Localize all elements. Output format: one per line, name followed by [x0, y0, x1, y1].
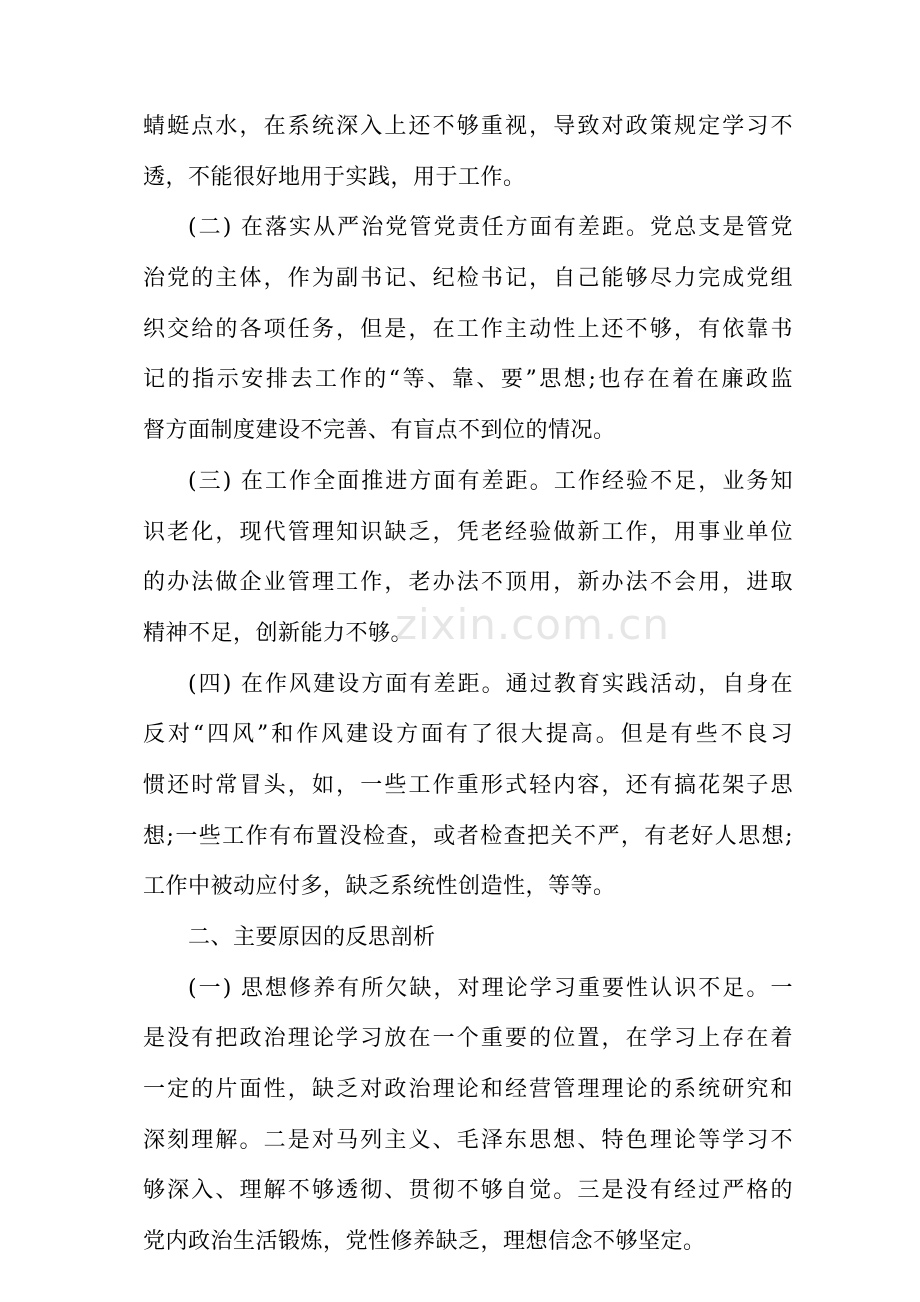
text-line: 反对“四风”和作风建设方面有了很大提高。但是有些不良习	[143, 722, 793, 748]
text-line: 织交给的各项任务，但是，在工作主动性上还不够，有依靠书	[143, 316, 793, 342]
text-line: 想;一些工作有布置没检查，或者检查把关不严，有老好人思想;	[143, 823, 793, 849]
text-line: 蜻蜓点水，在系统深入上还不够重视，导致对政策规定学习不	[143, 114, 793, 139]
text-line: 的办法做企业管理工作，老办法不顶用，新办法不会用，进取	[143, 570, 793, 596]
section-heading-line: (四) 在作风建设方面有差距。通过教育实践活动，自身在	[188, 671, 793, 697]
text-line: 够深入、理解不够透彻、贯彻不够自觉。三是没有经过严格的	[143, 1178, 793, 1204]
document-body	[143, 102, 793, 1268]
watermark: zixin.com.cn	[395, 600, 670, 649]
text-line: 深刻理解。二是对马列主义、毛泽东思想、特色理论等学习不	[143, 1127, 793, 1153]
text-line: 工作中被动应付多，缺乏系统性创造性，等等。	[143, 874, 616, 900]
section-heading-line: (一) 思想修养有所欠缺，对理论学习重要性认识不足。一	[188, 975, 793, 1001]
text-line: 党内政治生活锻炼，党性修养缺乏，理想信念不够坚定。	[143, 1229, 706, 1255]
text-line: 透，不能很好地用于实践，用于工作。	[143, 164, 526, 190]
text-line: 精神不足，创新能力不够。	[143, 620, 414, 646]
text-line: 一定的片面性，缺乏对政治理论和经营管理理论的系统研究和	[143, 1077, 793, 1103]
section-heading-line: (二) 在落实从严治党管党责任方面有差距。党总支是管党	[188, 215, 793, 241]
text-line: 惯还时常冒头，如，一些工作重形式轻内容，还有搞花架子思	[143, 772, 793, 798]
text-line: 治党的主体，作为副书记、纪检书记，自己能够尽力完成党组	[143, 266, 793, 292]
text-line: 是没有把政治理论学习放在一个重要的位置，在学习上存在着	[143, 1026, 793, 1052]
text-line: 督方面制度建设不完善、有盲点不到位的情况。	[143, 418, 616, 444]
section-heading-line: (三) 在工作全面推进方面有差距。工作经验不足，业务知	[188, 468, 793, 494]
chapter-heading: 二、主要原因的反思剖析	[188, 925, 436, 950]
text-line: 记的指示安排去工作的“等、靠、要”思想;也存在着在廉政监	[143, 367, 793, 393]
text-line: 识老化，现代管理知识缺乏，凭老经验做新工作，用事业单位	[143, 519, 793, 545]
